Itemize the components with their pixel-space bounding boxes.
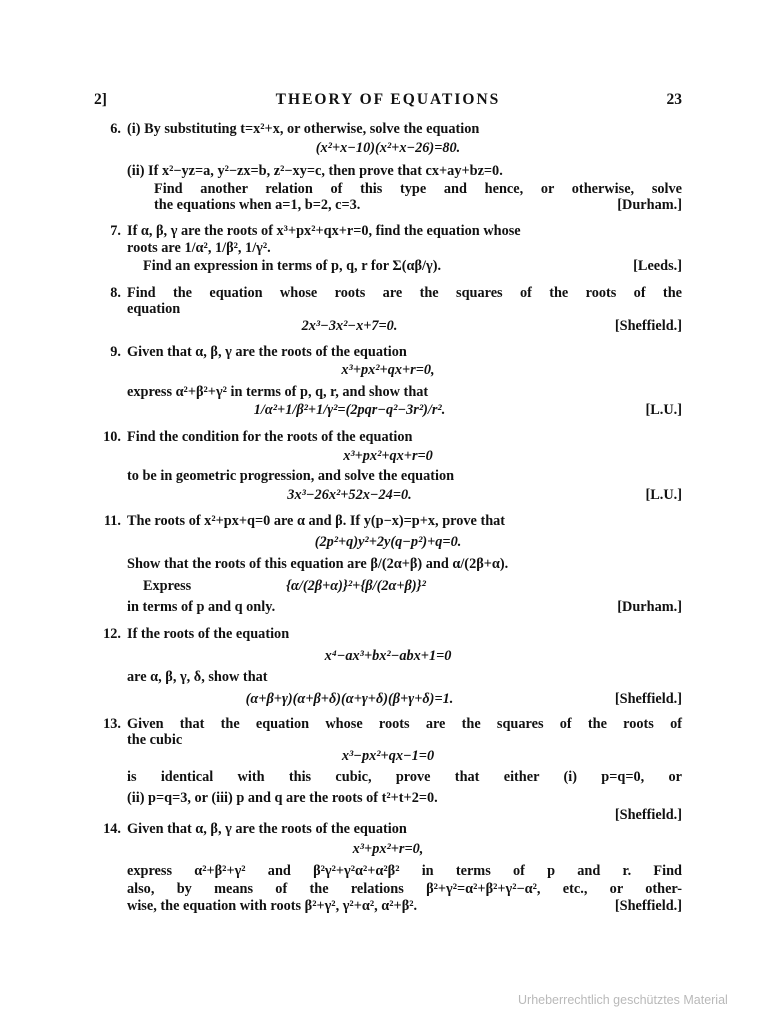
- problem-text: (ii) p=q=3, or (iii) p and q are the roots of t²+t+2=0.: [127, 790, 438, 806]
- problem-text: Find another relation of this type and hence, or otherwise, solve: [154, 181, 682, 197]
- equation: x³+px²+r=0,: [352, 841, 424, 857]
- problem-text: Express: [143, 578, 192, 594]
- problem-text: wise, the equation with roots β²+γ², γ²+α², α²+β².: [127, 898, 418, 914]
- equation: 2x³−3x²−x+7=0.: [301, 318, 398, 334]
- problem-source: [Sheffield.]: [614, 898, 682, 914]
- problem-number: 12.: [103, 626, 121, 642]
- problem-source: [Sheffield.]: [614, 691, 682, 707]
- problem-text: are α, β, γ, δ, show that: [127, 669, 268, 685]
- equation: x⁴−ax³+bx²−abx+1=0: [324, 648, 452, 664]
- equation: 1/α²+1/β²+1/γ²=(2pqr−q²−3r²)/r².: [253, 402, 446, 418]
- problem-source: [Sheffield.]: [614, 318, 682, 334]
- problem-number: 7.: [110, 223, 121, 239]
- problem-source: [Sheffield.]: [614, 807, 682, 823]
- problem-number: 8.: [110, 285, 121, 301]
- copyright-watermark: Urheberrechtlich geschütztes Material: [518, 993, 728, 1007]
- equation: {α/(2β+α)}²+{β/(2α+β)}²: [286, 578, 426, 594]
- problem-source: [Durham.]: [617, 197, 682, 213]
- problem-text: in terms of p and q only.: [127, 599, 276, 615]
- problem-text: The roots of x²+px+q=0 are α and β. If y(p−x)=p+x, prove that: [127, 513, 506, 529]
- problem-text: express α²+β²+γ² and β²γ²+γ²α²+α²β² in terms of p and r. Find: [127, 863, 682, 879]
- problem-number: 6.: [110, 121, 121, 137]
- problem-text: If α, β, γ are the roots of x³+px²+qx+r=0, find the equation whose: [127, 223, 521, 239]
- problem-text: Find the equation whose roots are the squares of the roots of the: [127, 285, 682, 301]
- problem-text: Show that the roots of this equation are β/(2α+β) and α/(2β+α).: [127, 556, 509, 572]
- problem-text: to be in geometric progression, and solve the equation: [127, 468, 455, 484]
- equation: x³+px²+qx+r=0,: [341, 362, 435, 378]
- page-number: 23: [666, 91, 682, 108]
- problem-text: Given that α, β, γ are the roots of the equation: [127, 344, 407, 360]
- running-header: [94, 91, 682, 111]
- problem-source: [L.U.]: [645, 402, 682, 418]
- page-title: THEORY OF EQUATIONS: [275, 91, 501, 108]
- problem-text: also, by means of the relations β²+γ²=α²+β²+γ²−α², etc., or other-: [127, 881, 682, 897]
- equation: x³−px²+qx−1=0: [341, 748, 435, 764]
- problem-text: Given that α, β, γ are the roots of the equation: [127, 821, 407, 837]
- problem-text: equation: [127, 301, 181, 317]
- problem-text: is identical with this cubic, prove that either (i) p=q=0, or: [127, 769, 682, 785]
- problem-source: [Leeds.]: [633, 258, 682, 274]
- problem-text: Find the condition for the roots of the equation: [127, 429, 413, 445]
- problem-text: roots are 1/α², 1/β², 1/γ².: [127, 240, 271, 256]
- equation: (2p²+q)y²+2y(q−p²)+q=0.: [314, 534, 462, 550]
- problem-text: Given that the equation whose roots are the squares of the roots of: [127, 716, 682, 732]
- problem-number: 9.: [110, 344, 121, 360]
- problem-text: Find an expression in terms of p, q, r for Σ(αβ/γ).: [143, 258, 442, 274]
- chapter-marker: 2]: [94, 91, 107, 108]
- problem-text: express α²+β²+γ² in terms of p, q, r, and show that: [127, 384, 429, 400]
- equation: 3x³−26x²+52x−24=0.: [287, 487, 412, 503]
- problem-number: 10.: [103, 429, 121, 445]
- problem-text: the equations when a=1, b=2, c=3.: [154, 197, 361, 213]
- equation: (x²+x−10)(x²+x−26)=80.: [315, 140, 461, 156]
- problem-number: 14.: [103, 821, 121, 837]
- problem-source: [L.U.]: [645, 487, 682, 503]
- equation: x³+px²+qx+r=0: [343, 448, 433, 464]
- problem-number: 13.: [103, 716, 121, 732]
- problem-text: (ii) If x²−yz=a, y²−zx=b, z²−xy=c, then prove that cx+ay+bz=0.: [127, 163, 503, 179]
- problem-text: (i) By substituting t=x²+x, or otherwise, solve the equation: [127, 121, 480, 137]
- problem-text: If the roots of the equation: [127, 626, 290, 642]
- problem-text: the cubic: [127, 732, 183, 748]
- equation: (α+β+γ)(α+β+δ)(α+γ+δ)(β+γ+δ)=1.: [245, 691, 454, 707]
- problem-source: [Durham.]: [617, 599, 682, 615]
- problem-number: 11.: [103, 513, 121, 529]
